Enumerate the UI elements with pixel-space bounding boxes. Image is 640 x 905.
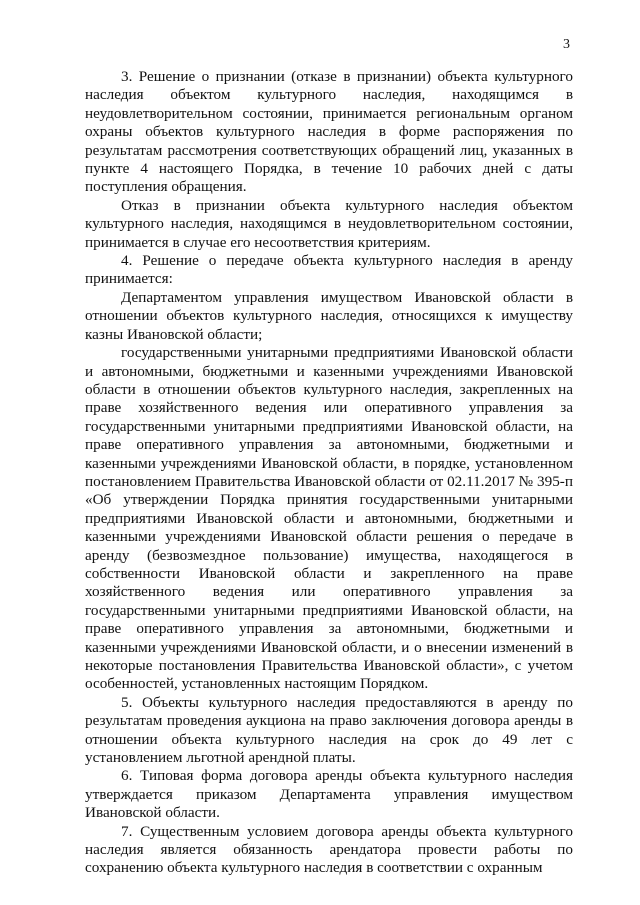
paragraph-item-6: 6. Типовая форма договора аренды объекта культурного наследия утверждается приказом Департамента управления имуществом Ивановской области. bbox=[85, 767, 573, 822]
paragraph-item-3: 3. Решение о признании (отказе в признании) объекта культурного наследия объектом культурного наследия, находящимся в неудовлетворительном состоянии, принимается региональным органом охраны объектов культурного наследия в форме распоряжения по результатам рассмотрения соответствующих обращений лиц, указанных в пункте 4 настоящего Порядка, в течение 10 рабочих дней с даты поступления обращения. bbox=[85, 68, 573, 196]
page-number: 3 bbox=[563, 37, 570, 52]
paragraph-item-4: 4. Решение о передаче объекта культурного наследия в аренду принимается: bbox=[85, 252, 573, 288]
paragraph-state-enterprises: государственными унитарными предприятиями Ивановской области и автономными, бюджетными и казенными учреждениями Ивановской области в отношении объектов культурного наследия, закрепленных на праве хозяйственного ведения или оперативного управления за государственными унитарными предприятиями Ивановской области, на праве оперативного управления за автономными, бюджетными и казенными учреждениями Ивановской области, в порядке, установленном постановлением Правительства Ивановской области от 02.11.2017 № 395-п «Об утверждении Порядка принятия государственными унитарными предприятиями Ивановской области и автономными, бюджетными и казенными учреждениями Ивановской области решения о передаче в аренду (безвозмездное пользование) имущества, находящегося в собственности Ивановской области и закрепленного на праве хозяйственного ведения или оперативного управления за государственными унитарными предприятиями Ивановской области, на праве оперативного управления за автономными, бюджетными и казенными учреждениями Ивановской области, и о внесении изменений в некоторые постановления Правительства Ивановской области», с учетом особенностей, установленных настоящим Порядком. bbox=[85, 344, 573, 693]
paragraph-refusal: Отказ в признании объекта культурного наследия объектом культурного наследия, находящимся в неудовлетворительном состоянии, принимается в случае его несоответствия критериям. bbox=[85, 196, 573, 251]
paragraph-item-7: 7. Существенным условием договора аренды объекта культурного наследия является обязанность арендатора провести работы по сохранению объекта культурного наследия в соответствии с охранным bbox=[85, 822, 573, 877]
document-body bbox=[85, 68, 573, 878]
paragraph-department: Департаментом управления имуществом Ивановской области в отношении объектов культурного наследия, относящихся к имуществу казны Ивановской области; bbox=[85, 288, 573, 343]
paragraph-item-5: 5. Объекты культурного наследия предоставляются в аренду по результатам проведения аукциона на право заключения договора аренды в отношении объекта культурного наследия на срок до 49 лет с установлением льготной арендной платы. bbox=[85, 693, 573, 767]
